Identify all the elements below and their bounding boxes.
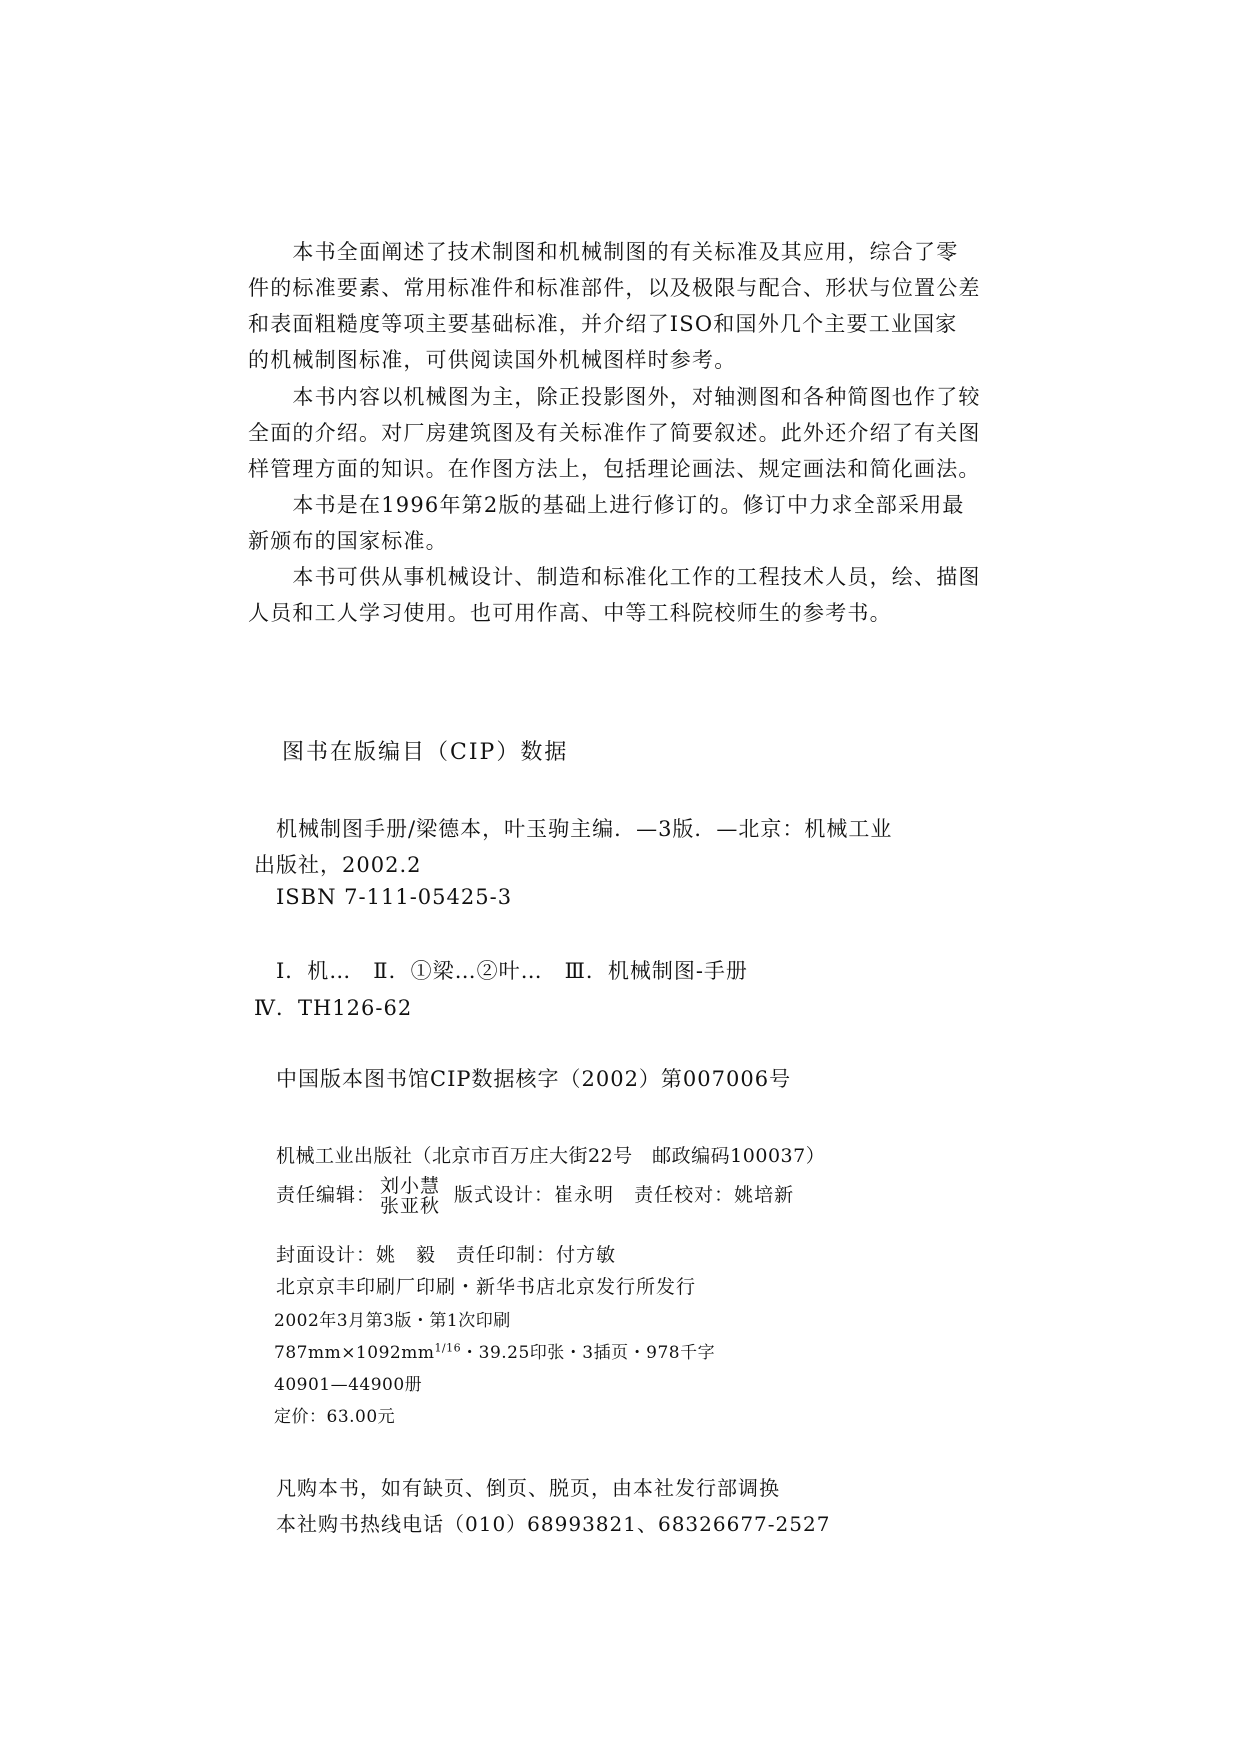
cip-classification: Ⅳ．TH126-62	[254, 996, 413, 1020]
layout-designer: 版式设计：崔永明	[454, 1184, 615, 1206]
description-line: 和表面粗糙度等项主要基础标准，并介绍了ISO和国外几个主要工业国家	[248, 312, 958, 336]
cip-verification: 中国版本图书馆CIP数据核字（2002）第007006号	[276, 1067, 792, 1091]
cip-subjects: Ⅰ．机… Ⅱ．①梁…②叶… Ⅲ．机械制图-手册	[276, 959, 748, 983]
description-line: 本书是在1996年第2版的基础上进行修订的。修订中力求全部采用最	[248, 493, 965, 517]
publisher-address: 机械工业出版社（北京市百万庄大街22号 邮政编码100037）	[276, 1145, 826, 1167]
cip-title: 图书在版编目（CIP）数据	[282, 740, 569, 765]
format	[274, 1338, 715, 1363]
isbn: ISBN 7-111-05425-3	[276, 885, 513, 909]
description-line: 全面的介绍。对厂房建筑图及有关标准作了简要叙述。此外还介绍了有关图	[248, 421, 981, 445]
description-line: 的机械制图标准，可供阅读国外机械图样时参考。	[248, 348, 737, 372]
description-line: 本书全面阐述了技术制图和机械制图的有关标准及其应用，综合了零	[248, 240, 959, 264]
copies: 40901—44900册	[274, 1375, 423, 1395]
printer: 北京京丰印刷厂印刷・新华书店北京发行所发行	[276, 1276, 697, 1298]
editor-name: 张亚秋	[380, 1195, 441, 1217]
description-line: 件的标准要素、常用标准件和标准部件，以及极限与配合、形状与位置公差	[248, 276, 981, 300]
cover-and-printing: 封面设计：姚 毅 责任印制：付方敏	[276, 1244, 617, 1266]
format-size: 787mm×1092mm	[274, 1343, 435, 1363]
editor-name: 刘小慧	[380, 1175, 441, 1197]
edition: 2002年3月第3版・第1次印刷	[274, 1311, 511, 1331]
editor-names	[380, 1176, 440, 1216]
description-line: 样管理方面的知识。在作图方法上，包括理论画法、规定画法和简化画法。	[248, 457, 981, 481]
replacement-notice: 凡购本书，如有缺页、倒页、脱页，由本社发行部调换	[276, 1476, 780, 1500]
price: 定价：63.00元	[274, 1407, 396, 1427]
cip-record-line: 出版社，2002.2	[254, 853, 422, 877]
format-fraction: 1/16	[434, 1341, 462, 1355]
description-line: 本书可供从事机械设计、制造和标准化工作的工程技术人员，绘、描图	[248, 565, 981, 589]
hotline: 本社购书热线电话（010）68993821、68326677-2527	[276, 1512, 831, 1536]
editor-label: 责任编辑：	[276, 1184, 377, 1206]
format-details: ・39.25印张・3插页・978千字	[461, 1343, 716, 1363]
description-line: 新颁布的国家标准。	[248, 529, 448, 553]
description-line: 人员和工人学习使用。也可用作高、中等工科院校师生的参考书。	[248, 601, 892, 625]
proofreader: 责任校对：姚培新	[634, 1184, 795, 1206]
description-line: 本书内容以机械图为主，除正投影图外，对轴测图和各种简图也作了较	[248, 385, 981, 409]
editors-row	[276, 1176, 794, 1216]
cip-record-line: 机械制图手册/梁德本，叶玉驹主编．—3版．—北京：机械工业	[276, 817, 893, 841]
